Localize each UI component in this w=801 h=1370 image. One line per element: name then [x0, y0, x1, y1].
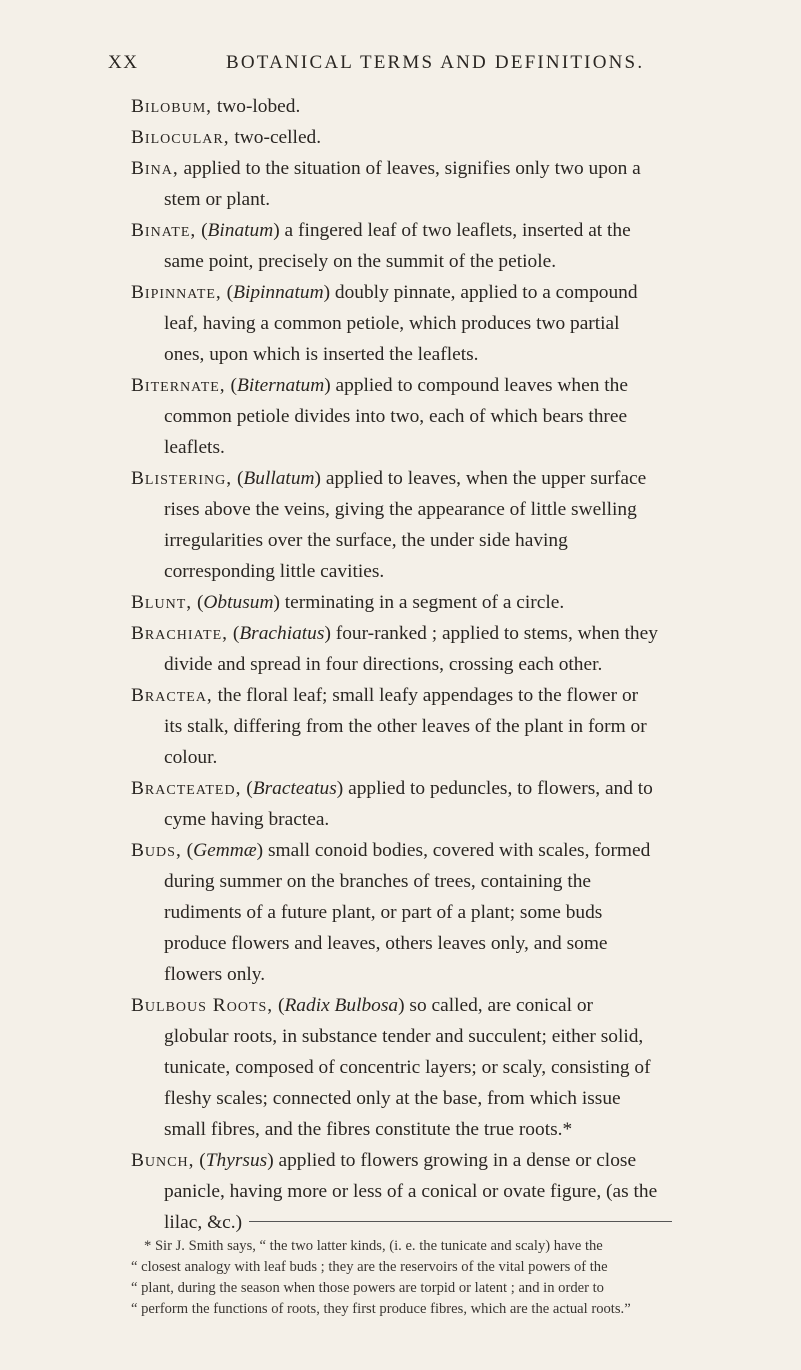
- entry-latin-name: Brachiatus: [239, 623, 325, 644]
- entry-paren: (: [241, 778, 253, 799]
- entry-definition: ) terminating in a segment of a circle.: [273, 592, 565, 613]
- entry-paren: (: [225, 375, 237, 396]
- entry-definition: ) applied to flowers growing in a dense or close panicle, having more or less of a conical or ovate figure, (as the lilac, &c.): [164, 1150, 658, 1233]
- entry-definition: ) applied to compound leaves when the common petiole divides into two, each of which bears three leaflets.: [164, 375, 628, 458]
- entry-latin-name: Binatum: [207, 220, 274, 241]
- entry-latin-name: Bracteatus: [252, 778, 337, 799]
- glossary-entry: [131, 463, 661, 587]
- glossary-entry: [131, 990, 661, 1145]
- entry-definition: ) applied to leaves, when the upper surface rises above the veins, giving the appearance of little swelling irregularities over the surface, the under side having corresponding little cavities.: [164, 468, 647, 582]
- entry-definition: ) applied to peduncles, to flowers, and to cyme having bractea.: [164, 778, 653, 830]
- glossary-entry: [131, 153, 661, 215]
- entry-term: Bipinnate,: [131, 282, 222, 303]
- entry-latin-name: Bullatum: [243, 468, 315, 489]
- entry-term: Blunt,: [131, 592, 193, 613]
- glossary-entry: [131, 773, 661, 835]
- glossary-entry: [131, 215, 661, 277]
- entry-definition: ) a fingered leaf of two leaflets, inserted at the same point, precisely on the summit of the petiole.: [164, 220, 631, 272]
- entry-definition: two-celled.: [229, 127, 322, 148]
- glossary-entry: [131, 122, 661, 153]
- entry-definition: ) small conoid bodies, covered with scales, formed during summer on the branches of trees, containing the rudiments of a future plant, or part of a plant; some buds produce flowers and leaves, others leaves only, and some flowers only.: [164, 840, 651, 985]
- entry-term: Brachiate,: [131, 623, 229, 644]
- entry-term: Binate,: [131, 220, 197, 241]
- entry-term: Buds,: [131, 840, 182, 861]
- entry-definition: ) so called, are conical or globular roots, in substance tender and succulent; either solid, tunicate, composed of concentric layers; or scaly, consisting of fleshy scales; connected only at the base, from which issue small fibres, and the fibres constitute the true roots.*: [164, 995, 651, 1140]
- entry-paren: (: [194, 1150, 206, 1171]
- entry-term: Biternate,: [131, 375, 226, 396]
- entry-paren: (: [232, 468, 244, 489]
- glossary-entry: [131, 91, 661, 122]
- entry-term: Bulbous Roots,: [131, 995, 274, 1016]
- entry-term: Bina,: [131, 158, 179, 179]
- glossary-entry: [131, 618, 661, 680]
- glossary-entry: [131, 1145, 661, 1238]
- footnote-line: “ perform the functions of roots, they first produce fibres, which are the actual roots.”: [131, 1301, 631, 1317]
- entry-paren: (: [192, 592, 204, 613]
- entry-paren: (: [181, 840, 194, 861]
- footnote-line: * Sir J. Smith says, “ the two latter kinds, (i. e. the tunicate and scaly) have the: [144, 1238, 603, 1254]
- glossary-entry: [131, 277, 661, 370]
- entry-definition: ) doubly pinnate, applied to a compound leaf, having a common petiole, which produces two partial ones, upon which is inserted the leaflets.: [164, 282, 638, 365]
- entry-term: Bracteated,: [131, 778, 242, 799]
- entry-paren: (: [273, 995, 285, 1016]
- glossary-entries: [131, 91, 661, 1238]
- entry-latin-name: Gemmæ: [193, 840, 257, 861]
- page-title: BOTANICAL TERMS AND DEFINITIONS.: [226, 52, 645, 73]
- entry-definition: the floral leaf; small leafy appendages to the flower or its stalk, differing from the other leaves of the plant in form or colour.: [164, 685, 647, 768]
- entry-definition: applied to the situation of leaves, signifies only two upon a stem or plant.: [164, 158, 641, 210]
- entry-definition: ) four-ranked ; applied to stems, when they divide and spread in four directions, crossing each other.: [164, 623, 658, 675]
- glossary-entry: [131, 835, 661, 990]
- glossary-entry: [131, 587, 661, 618]
- entry-latin-name: Radix Bulbosa: [284, 995, 399, 1016]
- entry-term: Bilocular,: [131, 127, 230, 148]
- entry-term: Bunch,: [131, 1150, 195, 1171]
- footnote-rule: [249, 1221, 672, 1222]
- entry-term: Bractea,: [131, 685, 213, 706]
- glossary-entry: [131, 680, 661, 773]
- page-number: XX: [108, 52, 139, 73]
- entry-paren: (: [196, 220, 208, 241]
- entry-latin-name: Bipinnatum: [233, 282, 324, 303]
- entry-term: Blistering,: [131, 468, 233, 489]
- entry-term: Bilobum,: [131, 96, 213, 117]
- entry-paren: (: [228, 623, 240, 644]
- entry-paren: (: [221, 282, 234, 303]
- glossary-entry: [131, 370, 661, 463]
- footnote-line: “ closest analogy with leaf buds ; they are the reservoirs of the vital powers of the: [131, 1259, 608, 1275]
- footnote: [131, 1236, 686, 1320]
- entry-definition: two-lobed.: [212, 96, 301, 117]
- entry-latin-name: Biternatum: [236, 375, 325, 396]
- entry-latin-name: Thyrsus: [205, 1150, 268, 1171]
- entry-latin-name: Obtusum: [203, 592, 274, 613]
- footnote-line: “ plant, during the season when those powers are torpid or latent ; and in order to: [131, 1280, 604, 1296]
